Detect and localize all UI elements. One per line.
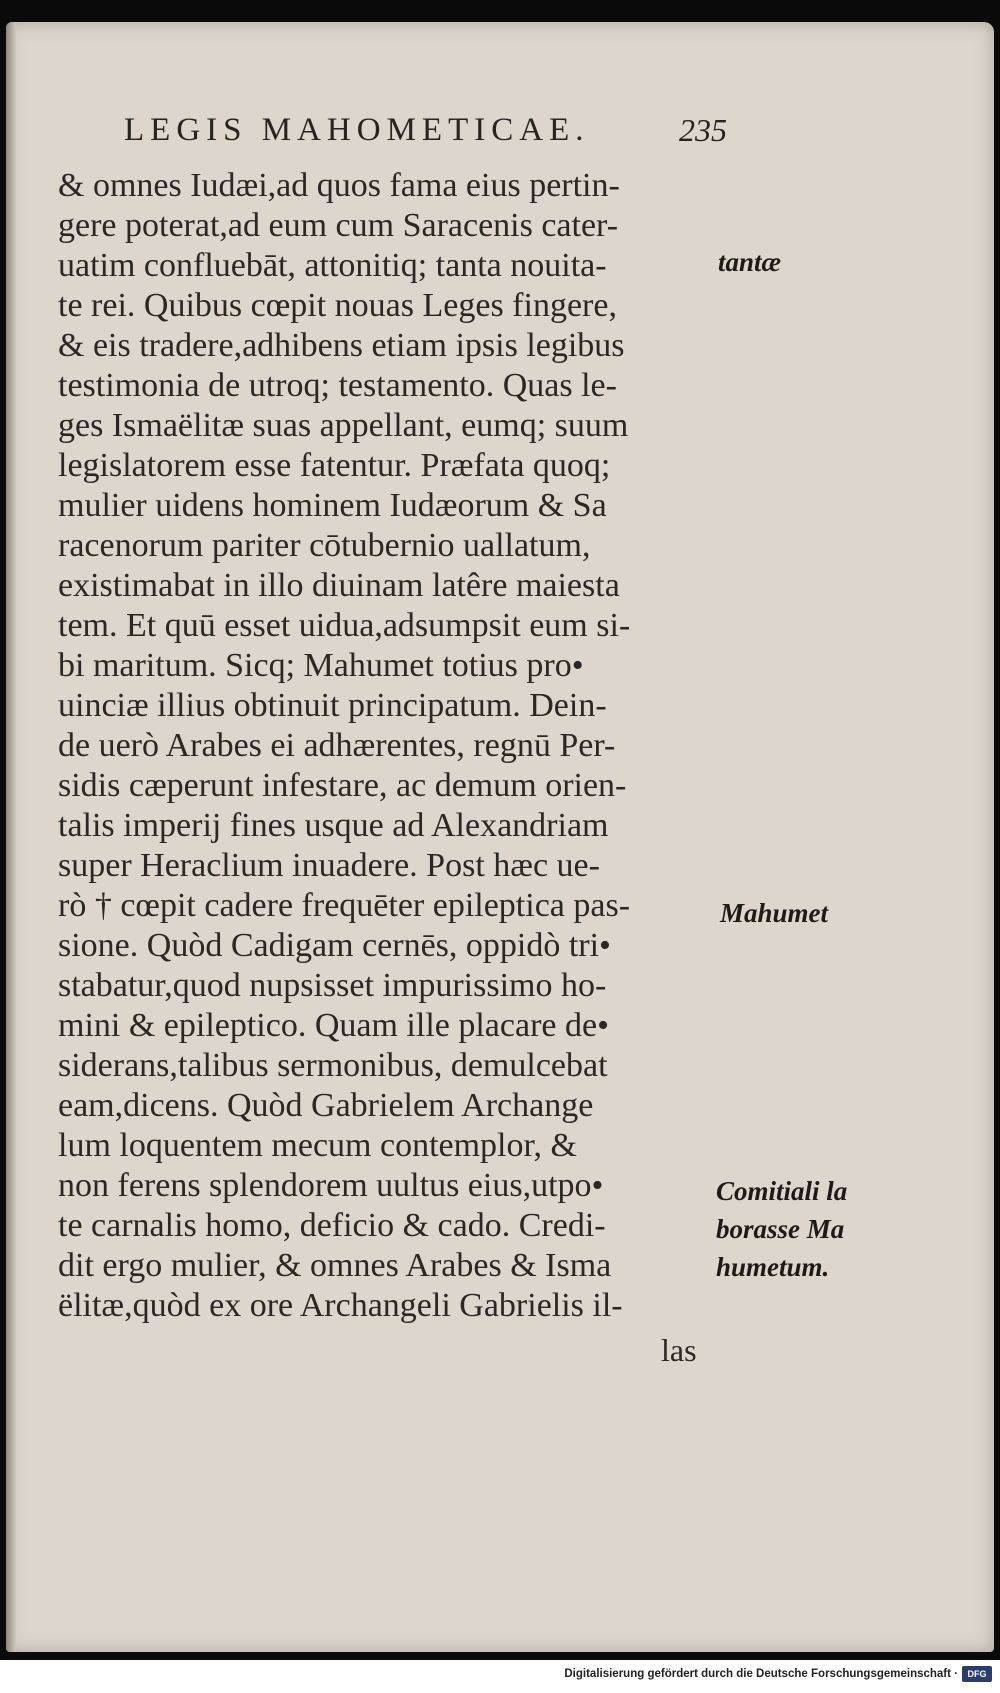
- text-line: legislatorem esse fatentur. Præfata quoq;: [58, 447, 611, 484]
- marginal-note-comitiali-1: Comitiali la: [716, 1176, 848, 1206]
- text-line: rò † cœpit cadere frequēter epileptica pas-: [58, 887, 631, 924]
- text-line: eam,dicens. Quòd Gabrielem Archange: [58, 1087, 594, 1124]
- text-line: de uerò Arabes ei adhærentes, regnū Per-: [58, 727, 616, 764]
- text-line: dit ergo mulier, & omnes Arabes & Isma: [58, 1247, 612, 1284]
- text-line: sione. Quòd Cadigam cernēs, oppidò tri•: [58, 927, 611, 964]
- text-line: te carnalis homo, deficio & cado. Credi-: [58, 1207, 606, 1244]
- text-line: bi maritum. Sicq; Mahumet totius pro•: [58, 647, 584, 684]
- running-head: LEGIS MAHOMETICAE.: [124, 112, 590, 148]
- text-line: existimabat in illo diuinam latêre maiesta: [58, 567, 620, 604]
- text-line: uatim confluebāt, attonitiq; tanta nouita-: [58, 247, 607, 284]
- text-line: & eis tradere,adhibens etiam ipsis legibus: [58, 327, 625, 364]
- text-line: talis imperij fines usque ad Alexandriam: [58, 807, 609, 844]
- text-line: tem. Et quū esset uidua,adsumpsit eum si-: [58, 607, 631, 644]
- book-page: [6, 22, 994, 1652]
- marginal-note-comitiali-3: humetum.: [716, 1252, 830, 1282]
- body-text: [58, 166, 718, 1326]
- text-line: te rei. Quibus cœpit nouas Leges fingere,: [58, 287, 617, 324]
- text-line: ëlitæ,quòd ex ore Archangeli Gabrielis il-: [58, 1287, 623, 1324]
- text-line: uinciæ illius obtinuit principatum. Dein-: [58, 687, 607, 724]
- text-line: racenorum pariter cōtubernio uallatum,: [58, 527, 591, 564]
- marginal-note-mahumet: Mahumet: [720, 898, 829, 928]
- page-number: 235: [679, 112, 727, 148]
- text-line: gere poterat,ad eum cum Saracenis cater-: [58, 207, 619, 244]
- dfg-logo: DFG: [962, 1666, 992, 1682]
- page-edge: [6, 22, 16, 1652]
- text-line: super Heraclium inuadere. Post hæc ue-: [58, 847, 600, 884]
- text-line: sidis cæperunt infestare, ac demum orien-: [58, 767, 627, 804]
- text-line: ges Ismaëlitæ suas appellant, eumq; suum: [58, 407, 629, 444]
- marginal-note-tantae: tantæ: [718, 247, 782, 277]
- text-line: mulier uidens hominem Iudæorum & Sa: [58, 487, 607, 524]
- text-line: & omnes Iudæi,ad quos fama eius pertin-: [58, 167, 620, 204]
- text-line: stabatur,quod nupsisset impurissimo ho-: [58, 967, 607, 1004]
- text-line: testimonia de utroq; testamento. Quas le-: [58, 367, 617, 404]
- catchword: las: [661, 1332, 697, 1368]
- marginal-note-comitiali-2: borasse Ma: [716, 1214, 845, 1244]
- text-line: non ferens splendorem uultus eius,utpo•: [58, 1167, 604, 1204]
- text-line: mini & epileptico. Quam ille placare de•: [58, 1007, 609, 1044]
- text-line: siderans,talibus sermonibus, demulcebat: [58, 1047, 608, 1084]
- footer-bar: [0, 1660, 1000, 1693]
- text-line: lum loquentem mecum contemplor, &: [58, 1127, 577, 1164]
- funding-credit: Digitalisierung gefördert durch die Deutsche Forschungsgemeinschaft ·: [564, 1668, 958, 1680]
